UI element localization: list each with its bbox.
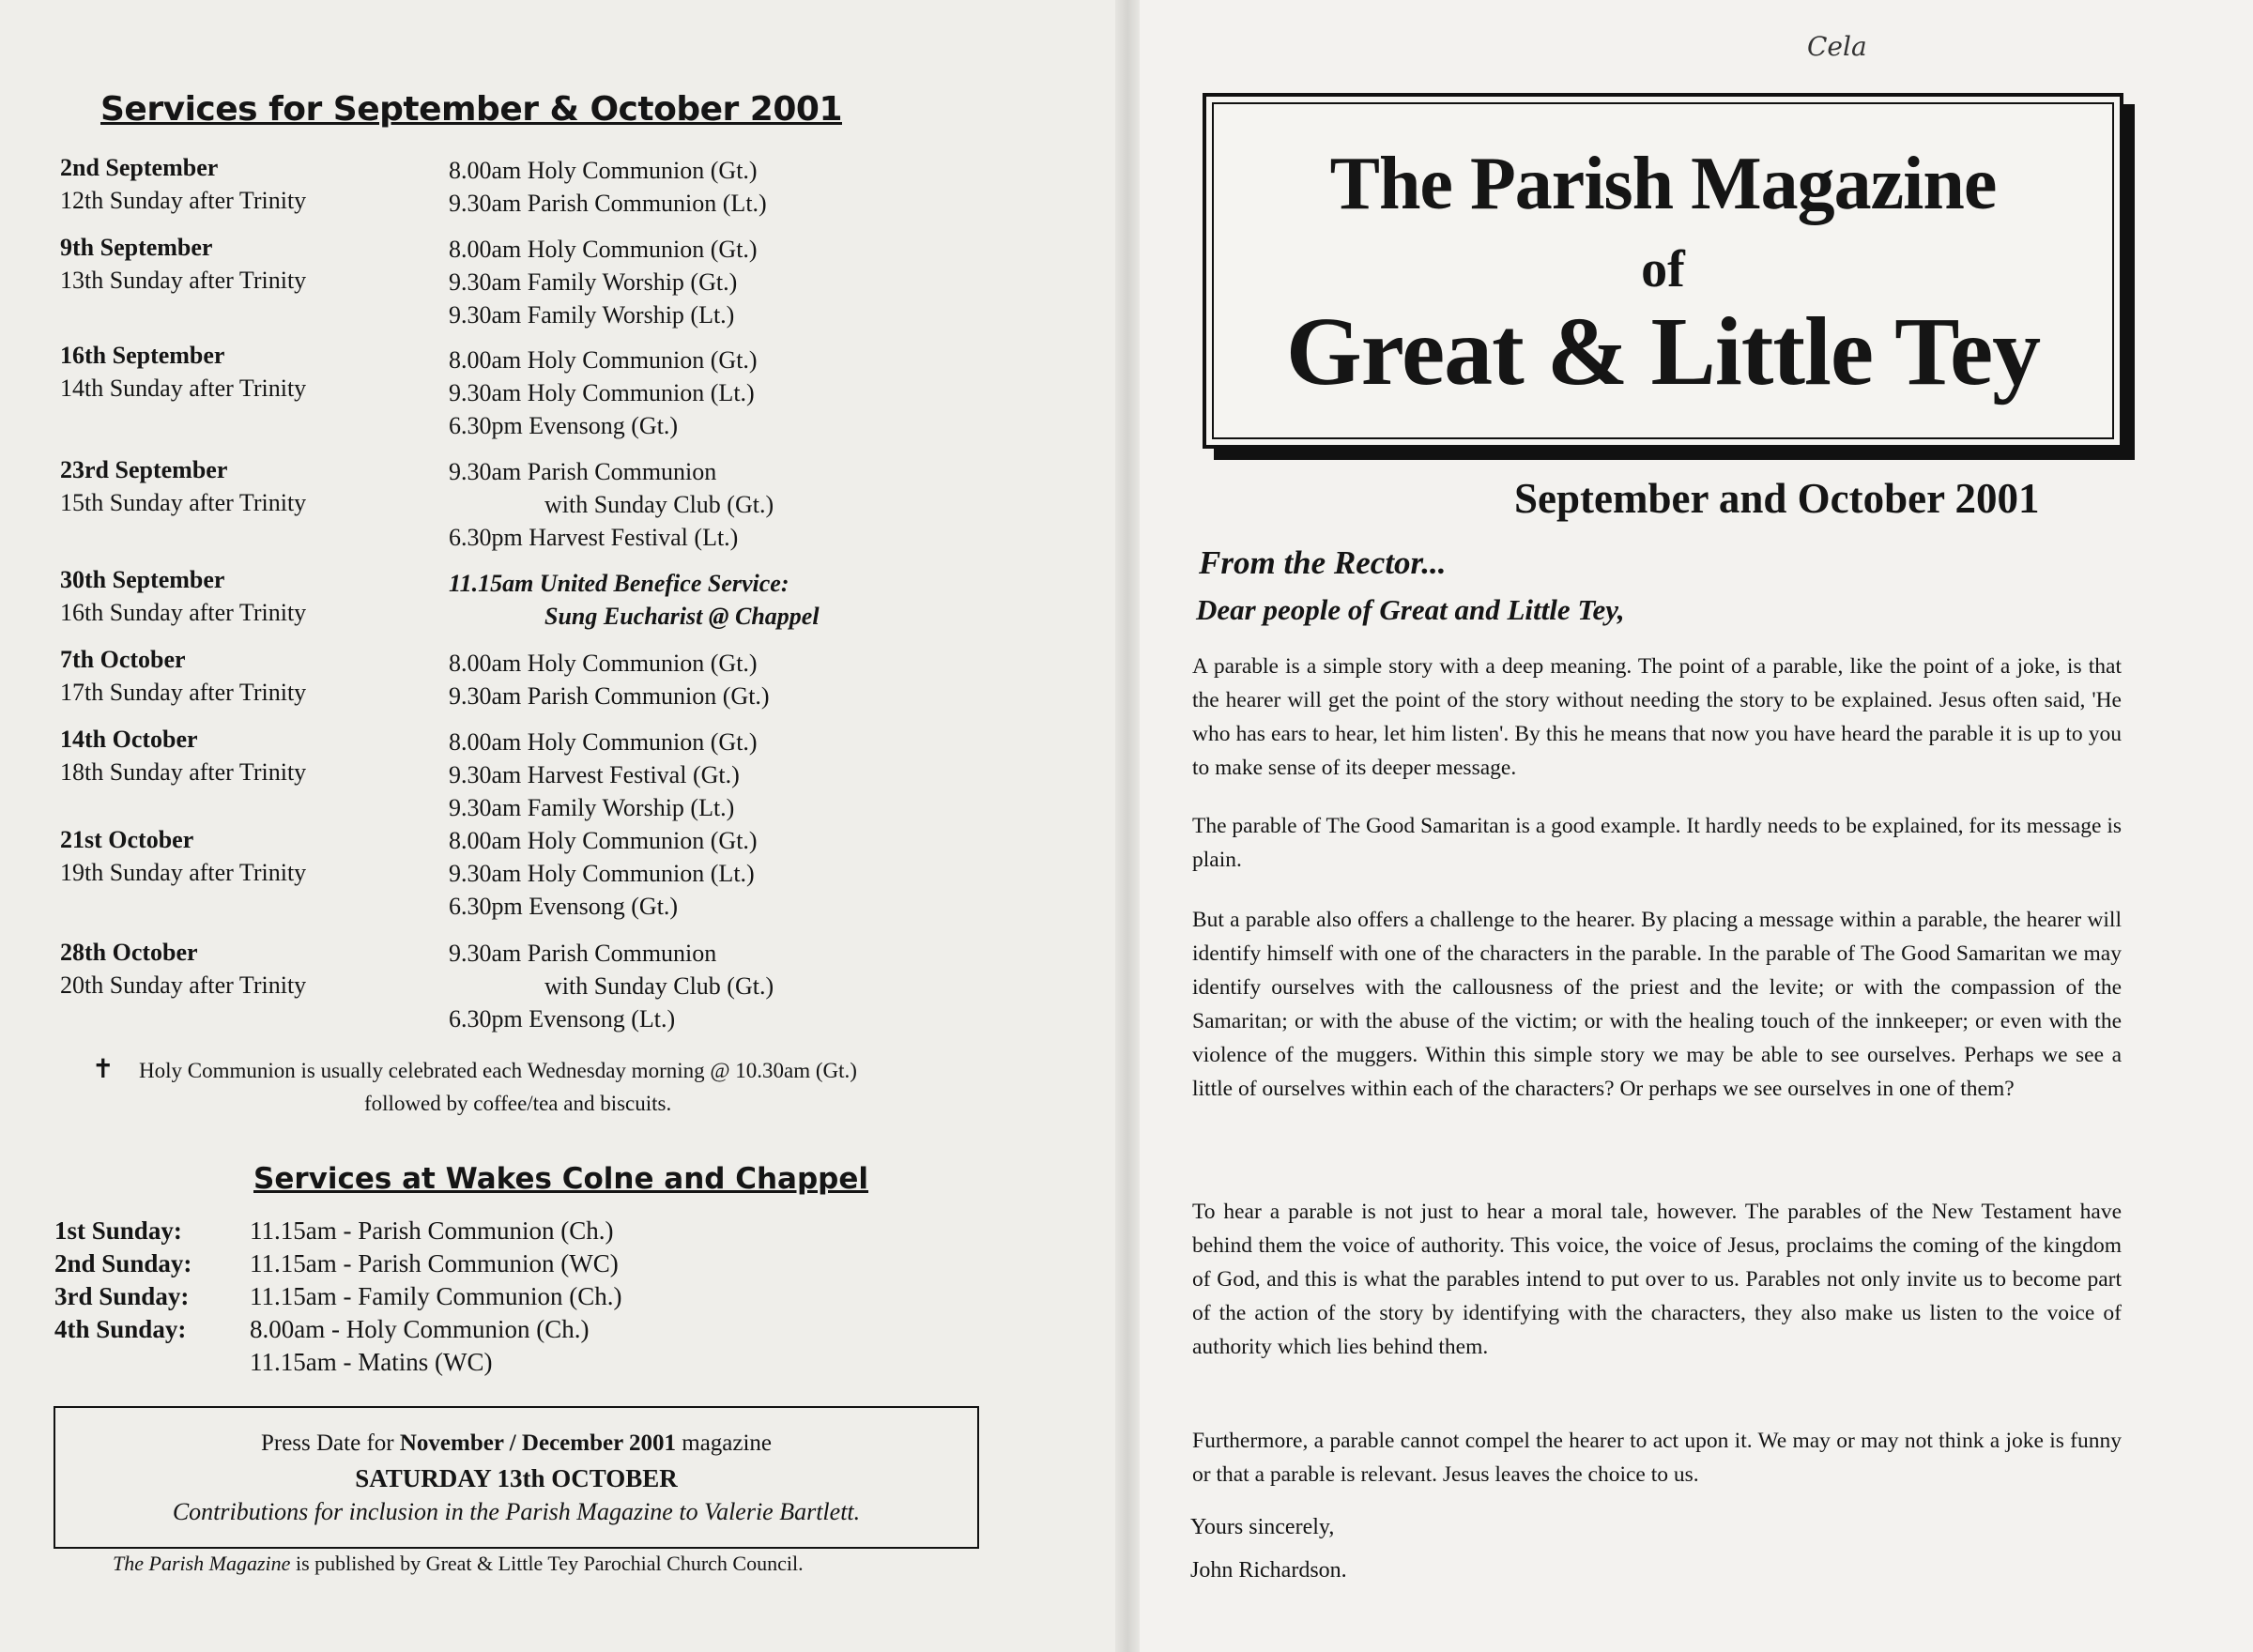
wakes-day: 1st Sunday: — [54, 1216, 182, 1245]
service-line: 9.30am Holy Communion (Lt.) — [449, 379, 755, 406]
service-sunday: 19th Sunday after Trinity — [60, 859, 307, 886]
issue-date: September and October 2001 — [1514, 475, 2040, 522]
press-date-line: Press Date for November / December 2001 magazine — [260, 1430, 773, 1456]
closing: Yours sincerely, — [1190, 1515, 1335, 1539]
wakes-day: 3rd Sunday: — [54, 1282, 190, 1310]
service-line: with Sunday Club (Gt.) — [544, 972, 774, 1000]
handwritten-note: Cela — [1807, 31, 1867, 62]
weekday-note: Holy Communion is usually celebrated each Wednesday morning @ 10.30am (Gt.) — [139, 1059, 857, 1082]
service-line: 9.30am Parish Communion — [449, 940, 717, 967]
wakes-title: Services at Wakes Colne and Chappel — [253, 1162, 869, 1196]
service-line: 9.30am Family Worship (Lt.) — [449, 794, 735, 821]
wakes-day: 2nd Sunday: — [54, 1249, 192, 1277]
service-line: 9.30am Holy Communion (Lt.) — [449, 860, 755, 887]
service-date: 28th October — [60, 939, 198, 966]
service-date: 30th September — [60, 566, 225, 593]
masthead — [1203, 93, 2123, 449]
service-line: 8.00am Holy Communion (Gt.) — [449, 236, 758, 263]
service-line: 6.30pm Evensong (Lt.) — [449, 1005, 676, 1032]
press-date-box — [54, 1406, 979, 1549]
service-sunday: 14th Sunday after Trinity — [60, 375, 307, 402]
service-sunday: 13th Sunday after Trinity — [60, 267, 307, 294]
service-date: 7th October — [60, 646, 186, 673]
service-line: 9.30am Harvest Festival (Gt.) — [449, 761, 740, 788]
wakes-service: 11.15am - Parish Communion (WC) — [250, 1249, 619, 1277]
service-line: 9.30am Parish Communion (Gt.) — [449, 682, 770, 710]
service-sunday: 16th Sunday after Trinity — [60, 599, 307, 626]
masthead-line-1: The Parish Magazine — [1329, 143, 1997, 225]
letter-paragraph: The parable of The Good Samaritan is a good example. It hardly needs to be explained, for its message is plain. — [1192, 814, 2122, 872]
press-deadline: SATURDAY 13th OCTOBER — [355, 1464, 678, 1492]
salutation: Dear people of Great and Little Tey, — [1196, 593, 1625, 626]
wakes-service: 11.15am - Matins (WC) — [250, 1348, 493, 1376]
service-sunday: 18th Sunday after Trinity — [60, 758, 307, 786]
service-date: 16th September — [60, 342, 225, 369]
wakes-service: 8.00am - Holy Communion (Ch.) — [250, 1315, 590, 1343]
service-line: with Sunday Club (Gt.) — [544, 491, 774, 518]
service-sunday: 20th Sunday after Trinity — [60, 971, 307, 999]
service-line: Sung Eucharist @ Chappel — [544, 603, 820, 630]
contributions-note: Contributions for inclusion in the Parish Magazine to Valerie Bartlett. — [172, 1498, 861, 1525]
service-line: 9.30am Family Worship (Lt.) — [449, 301, 735, 329]
page-fold — [1115, 0, 1140, 1652]
publisher-note: The Parish Magazine is published by Great & Little Tey Parochial Church Council. — [113, 1552, 804, 1575]
service-line: 8.00am Holy Communion (Gt.) — [449, 650, 758, 677]
service-date: 9th September — [60, 234, 213, 261]
service-date: 23rd September — [60, 456, 228, 483]
service-date: 14th October — [60, 726, 198, 753]
cross-icon: ✝ — [92, 1055, 115, 1084]
masthead-line-3: Great & Little Tey — [1285, 298, 2041, 405]
service-date: 2nd September — [60, 154, 219, 181]
service-line: 8.00am Holy Communion (Gt.) — [449, 827, 758, 854]
service-line: 8.00am Holy Communion (Gt.) — [449, 346, 758, 374]
service-sunday: 12th Sunday after Trinity — [60, 187, 307, 214]
wakes-service: 11.15am - Parish Communion (Ch.) — [250, 1216, 614, 1245]
letter-paragraph: A parable is a simple story with a deep meaning. The point of a parable, like the point of a joke, is that the hearer will get the point of the story without needing the story to be explained. Jesus often said, 'He who has ears to hear, let him listen'. By this he means that now you have heard the parable it is up to you to make sense of its deeper message. — [1192, 654, 2122, 780]
signature: John Richardson. — [1190, 1558, 1347, 1583]
service-line: 9.30am Family Worship (Gt.) — [449, 268, 738, 296]
masthead-line-2: of — [1641, 240, 1685, 298]
rector-heading: From the Rector... — [1199, 544, 1447, 581]
letter-paragraph: But a parable also offers a challenge to the hearer. By placing a message within a parable, the hearer will identify himself with one of the characters in the parable. In the parable of The Good Samaritan we may identify ourselves with the callousness of the priest and the levite; or with the compassion of the Samaritan; or with the abuse of the victim; or with the healing touch of the innkeeper; or even with the violence of the muggers. Within this simple story we may be able to see ourselves. Perhaps we see a little of ourselves within each of the characters? Or perhaps we see ourselves in one of them? — [1192, 908, 2122, 1101]
service-line: 6.30pm Evensong (Gt.) — [449, 893, 679, 920]
wakes-service: 11.15am - Family Communion (Ch.) — [250, 1282, 622, 1310]
service-line: 8.00am Holy Communion (Gt.) — [449, 157, 758, 184]
service-line: 11.15am United Benefice Service: — [449, 570, 789, 597]
service-line: 9.30am Parish Communion — [449, 458, 717, 485]
service-date: 21st October — [60, 826, 194, 853]
service-line: 6.30pm Evensong (Gt.) — [449, 412, 679, 439]
weekday-note-2: followed by coffee/tea and biscuits. — [364, 1092, 672, 1115]
services-title: Services for September & October 2001 — [100, 90, 843, 129]
service-line: 6.30pm Harvest Festival (Lt.) — [449, 524, 739, 551]
service-sunday: 15th Sunday after Trinity — [60, 489, 307, 516]
letter-paragraph: To hear a parable is not just to hear a moral tale, however. The parables of the New Testament have behind them the voice of authority. This voice, the voice of Jesus, proclaims the coming of the kingdom of God, and this is what the parables intend to put over to us. Parables not only invite us to become part of the action of the story by identifying with the characters, they also make us listen to the voice of authority which lies behind them. — [1192, 1200, 2122, 1359]
service-line: 8.00am Holy Communion (Gt.) — [449, 728, 758, 756]
service-line: 9.30am Parish Communion (Lt.) — [449, 190, 767, 217]
wakes-day: 4th Sunday: — [54, 1315, 187, 1343]
letter-paragraph: Furthermore, a parable cannot compel the hearer to act upon it. We may or may not think a joke is funny or that a parable is relevant. Jesus leaves the choice to us. — [1192, 1429, 2122, 1487]
service-sunday: 17th Sunday after Trinity — [60, 679, 307, 706]
